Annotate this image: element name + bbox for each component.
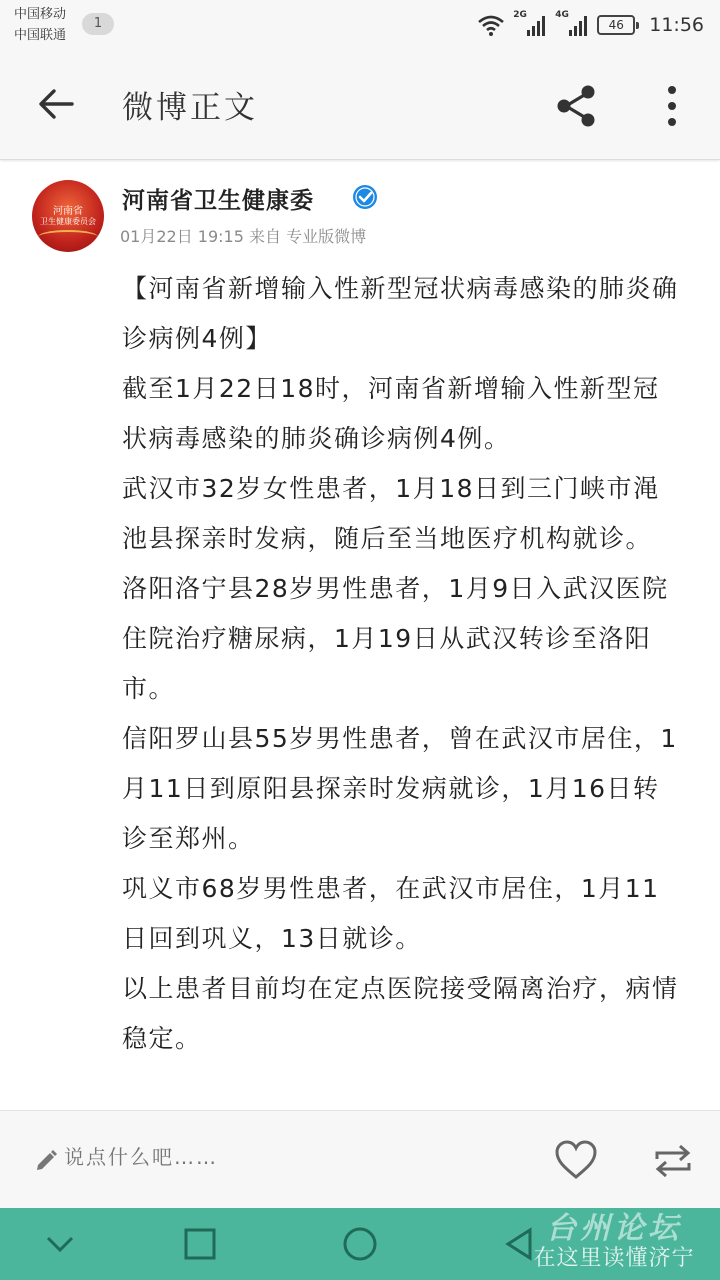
share-button[interactable] bbox=[552, 82, 600, 130]
status-icons bbox=[477, 11, 704, 39]
watermark-bottom: 在这里读懂济宁 bbox=[533, 1246, 695, 1271]
verified-badge-icon bbox=[352, 184, 378, 210]
circle-icon bbox=[340, 1226, 380, 1262]
share-icon bbox=[552, 82, 600, 130]
nav-home-button[interactable] bbox=[340, 1226, 380, 1262]
notification-count-badge: 1 bbox=[82, 13, 114, 35]
wifi-icon bbox=[477, 13, 505, 37]
comment-bar bbox=[0, 1110, 720, 1208]
avatar[interactable] bbox=[32, 180, 104, 252]
watermark bbox=[516, 1212, 712, 1276]
post-paragraph: 截至1月22日18时，河南省新增输入性新型冠状病毒感染的肺炎确诊病例4例。 bbox=[122, 374, 660, 453]
battery-icon: 46 bbox=[597, 15, 635, 35]
toolbar bbox=[0, 52, 720, 160]
back-arrow-icon bbox=[34, 82, 78, 126]
carrier-names bbox=[14, 4, 66, 46]
heart-icon bbox=[554, 1139, 598, 1181]
repost-icon bbox=[652, 1141, 694, 1181]
post-paragraph: 洛阳洛宁县28岁男性患者，1月9日入武汉医院住院治疗糖尿病，1月19日从武汉转诊至洛阳市。 bbox=[122, 574, 669, 703]
square-icon bbox=[180, 1226, 220, 1262]
page-title: 微博正文 bbox=[122, 90, 258, 126]
signal-icon-2 bbox=[555, 12, 589, 38]
status-bar bbox=[0, 0, 720, 52]
signal-1-label: 2G bbox=[513, 10, 527, 20]
post-meta: 01月22日 19:15 来自 专业版微博 bbox=[120, 227, 367, 246]
post-paragraph: 【河南省新增输入性新型冠状病毒感染的肺炎确诊病例4例】 bbox=[122, 274, 679, 353]
like-button[interactable] bbox=[554, 1139, 598, 1181]
post-content bbox=[122, 264, 682, 1064]
carrier-1: 中国移动 bbox=[14, 7, 67, 22]
nav-recent-apps-button[interactable] bbox=[180, 1226, 220, 1262]
back-button[interactable] bbox=[34, 82, 78, 126]
weibo-post bbox=[0, 162, 720, 1112]
avatar-text-1: 河南省 bbox=[53, 206, 83, 217]
avatar-decoration bbox=[38, 230, 98, 244]
carrier-2: 中国联通 bbox=[14, 28, 67, 43]
post-paragraph: 以上患者目前均在定点医院接受隔离治疗，病情稳定。 bbox=[122, 974, 679, 1053]
avatar-text-2: 卫生健康委员会 bbox=[40, 217, 96, 226]
more-options-button[interactable] bbox=[656, 82, 688, 130]
chevron-down-icon bbox=[40, 1226, 80, 1262]
pencil-icon bbox=[34, 1149, 58, 1173]
post-paragraph: 武汉市32岁女性患者，1月18日到三门峡市渑池县探亲时发病，随后至当地医疗机构就诊。 bbox=[122, 474, 660, 553]
post-paragraph: 巩义市68岁男性患者，在武汉市居住，1月11日回到巩义，13日就诊。 bbox=[122, 874, 660, 953]
comment-input[interactable] bbox=[64, 1145, 364, 1169]
signal-icon-1 bbox=[513, 12, 547, 38]
nav-collapse-button[interactable] bbox=[40, 1226, 80, 1262]
watermark-top: 台州论坛 bbox=[546, 1211, 682, 1246]
clock: 11:56 bbox=[649, 14, 704, 36]
signal-2-label: 4G bbox=[555, 10, 569, 20]
repost-button[interactable] bbox=[652, 1141, 694, 1181]
author-name[interactable]: 河南省卫生健康委 bbox=[122, 188, 314, 214]
post-paragraph: 信阳罗山县55岁男性患者，曾在武汉市居住，1月11日到原阳县探亲时发病就诊，1月16日转诊至郑州。 bbox=[122, 724, 678, 853]
more-vertical-icon bbox=[656, 82, 688, 130]
navigation-bar bbox=[0, 1208, 720, 1280]
